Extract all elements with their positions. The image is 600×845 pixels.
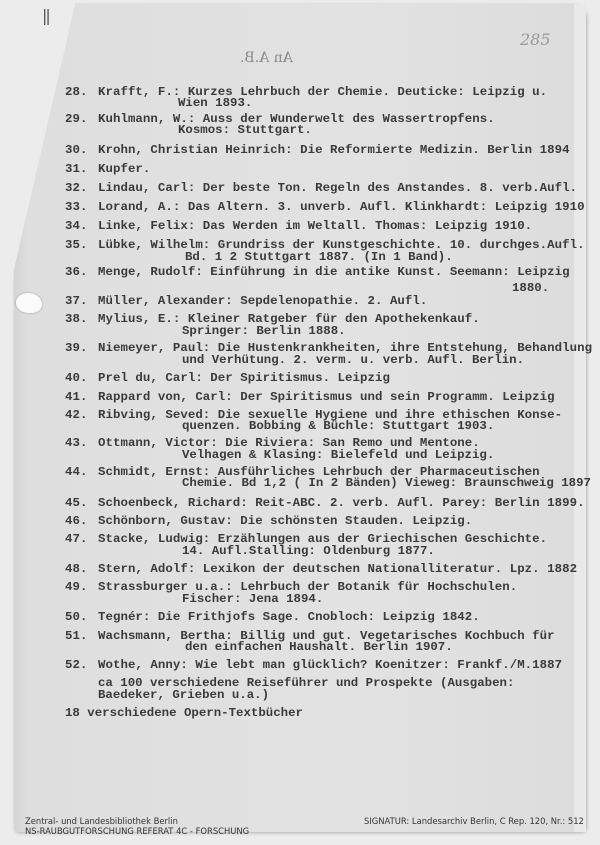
list-item-continuation: Baedeker, Grieben u.a.) bbox=[98, 688, 270, 702]
list-item: 30. Krohn, Christian Heinrich: Die Reformierte Medizin. Berlin 1894 bbox=[65, 143, 570, 157]
list-item: 44. Schmidt, Ernst: Ausführliches Lehrbuch der Pharmaceutischen bbox=[65, 465, 540, 479]
list-item-continuation: Kosmos: Stuttgart. bbox=[178, 123, 312, 137]
list-item: 42. Ribving, Seved: Die sexuelle Hygiene und ihre ethischen Konse- bbox=[65, 408, 563, 422]
list-item: 31. Kupfer. bbox=[65, 162, 151, 176]
list-item: 39. Niemeyer, Paul: Die Hustenkrankheiten, ihre Entstehung, Behandlung bbox=[65, 341, 593, 355]
list-item: 47. Stacke, Ludwig: Erzählungen aus der Griechischen Geschichte. bbox=[65, 532, 548, 546]
mirrored-header: An A.B. bbox=[240, 50, 293, 66]
list-item: 37. Müller, Alexander: Sepdelenopathie. 2. Aufl. bbox=[65, 294, 428, 308]
list-item: 45. Schoenbeck, Richard: Reit-ABC. 2. verb. Aufl. Parey: Berlin 1899. bbox=[65, 496, 585, 510]
list-item-continuation: 1880. bbox=[512, 281, 550, 295]
margin-mark: || bbox=[42, 6, 49, 25]
list-item: 41. Rappard von, Carl: Der Spiritismus und sein Programm. Leipzig bbox=[65, 390, 555, 404]
list-item-continuation: quenzen. Bobbing & Büchle: Stuttgart 1903. bbox=[182, 419, 495, 433]
list-item: 33. Lorand, A.: Das Altern. 3. unverb. Aufl. Klinkhardt: Leipzig 1910 bbox=[65, 200, 585, 214]
list-item: 46. Schönborn, Gustav: Die schönsten Stauden. Leipzig. bbox=[65, 514, 473, 528]
list-item: 38. Mylius, E.: Kleiner Ratgeber für den Apothekenkauf. bbox=[65, 312, 480, 326]
footer-library: Zentral- und Landesbibliothek Berlin bbox=[25, 816, 178, 826]
footer-department: NS-RAUBGUTFORSCHUNG REFERAT 4C - FORSCHUNG bbox=[25, 826, 250, 836]
list-item: 50. Tegnér: Die Frithjofs Sage. Cnobloch: Leipzig 1842. bbox=[65, 610, 480, 624]
list-item: 48. Stern, Adolf: Lexikon der deutschen Nationalliteratur. Lpz. 1882 bbox=[65, 562, 578, 576]
footer-institution bbox=[25, 816, 249, 836]
list-item: 52. Wothe, Anny: Wie lebt man glücklich? Koenitzer: Frankf./M.1887 bbox=[65, 658, 563, 672]
list-item-continuation: 14. Aufl.Stalling: Oldenburg 1877. bbox=[182, 544, 435, 558]
list-item-continuation: Chemie. Bd 1,2 ( In 2 Bänden) Vieweg: Braunschweig 1897 bbox=[182, 476, 591, 490]
list-item: 49. Strassburger u.a.: Lehrbuch der Botanik für Hochschulen. bbox=[65, 580, 518, 594]
list-item-continuation: ca 100 verschiedene Reiseführer und Prospekte (Ausgaben: bbox=[98, 676, 515, 690]
closing-line: 18 verschiedene Opern-Textbücher bbox=[65, 706, 303, 720]
list-item: 28. Krafft, F.: Kurzes Lehrbuch der Chemie. Deuticke: Leipzig u. bbox=[65, 85, 548, 99]
list-item: 35. Lübke, Wilhelm: Grundriss der Kunstgeschichte. 10. durchges.Aufl. bbox=[65, 238, 585, 252]
page-number: 285 bbox=[520, 30, 551, 49]
list-item-continuation: den einfachen Haushalt. Berlin 1907. bbox=[185, 640, 453, 654]
list-item: 36. Menge, Rudolf: Einführung in die antike Kunst. Seemann: Leipzig bbox=[65, 265, 570, 279]
list-item-continuation: und Verhütung. 2. verm. u. verb. Aufl. Berlin. bbox=[182, 353, 525, 367]
list-item: 40. Prel du, Carl: Der Spiritismus. Leipzig bbox=[65, 371, 390, 385]
punch-hole bbox=[16, 293, 42, 313]
footer-signature: SIGNATUR: Landesarchiv Berlin, C Rep. 120, Nr.: 512 bbox=[364, 816, 584, 826]
page-edge bbox=[574, 4, 586, 832]
list-item-continuation: Bd. 1 2 Stuttgart 1887. (In 1 Band). bbox=[185, 250, 453, 264]
list-item-continuation: Velhagen & Klasing: Bielefeld und Leipzig. bbox=[182, 448, 495, 462]
list-item: 51. Wachsmann, Bertha: Billig und gut. Vegetarisches Kochbuch für bbox=[65, 629, 555, 643]
list-item: 32. Lindau, Carl: Der beste Ton. Regeln des Anstandes. 8. verb.Aufl. bbox=[65, 181, 578, 195]
list-item: 43. Ottmann, Victor: Die Riviera: San Remo und Mentone. bbox=[65, 436, 480, 450]
list-item-continuation: Springer: Berlin 1888. bbox=[182, 324, 346, 338]
list-item-continuation: Fischer: Jena 1894. bbox=[182, 592, 324, 606]
list-item-continuation: Wien 1893. bbox=[178, 96, 253, 110]
list-item: 34. Linke, Felix: Das Werden im Weltall. Thomas: Leipzig 1910. bbox=[65, 219, 533, 233]
list-item: 29. Kuhlmann, W.: Auss der Wunderwelt des Wassertropfens. bbox=[65, 112, 495, 126]
